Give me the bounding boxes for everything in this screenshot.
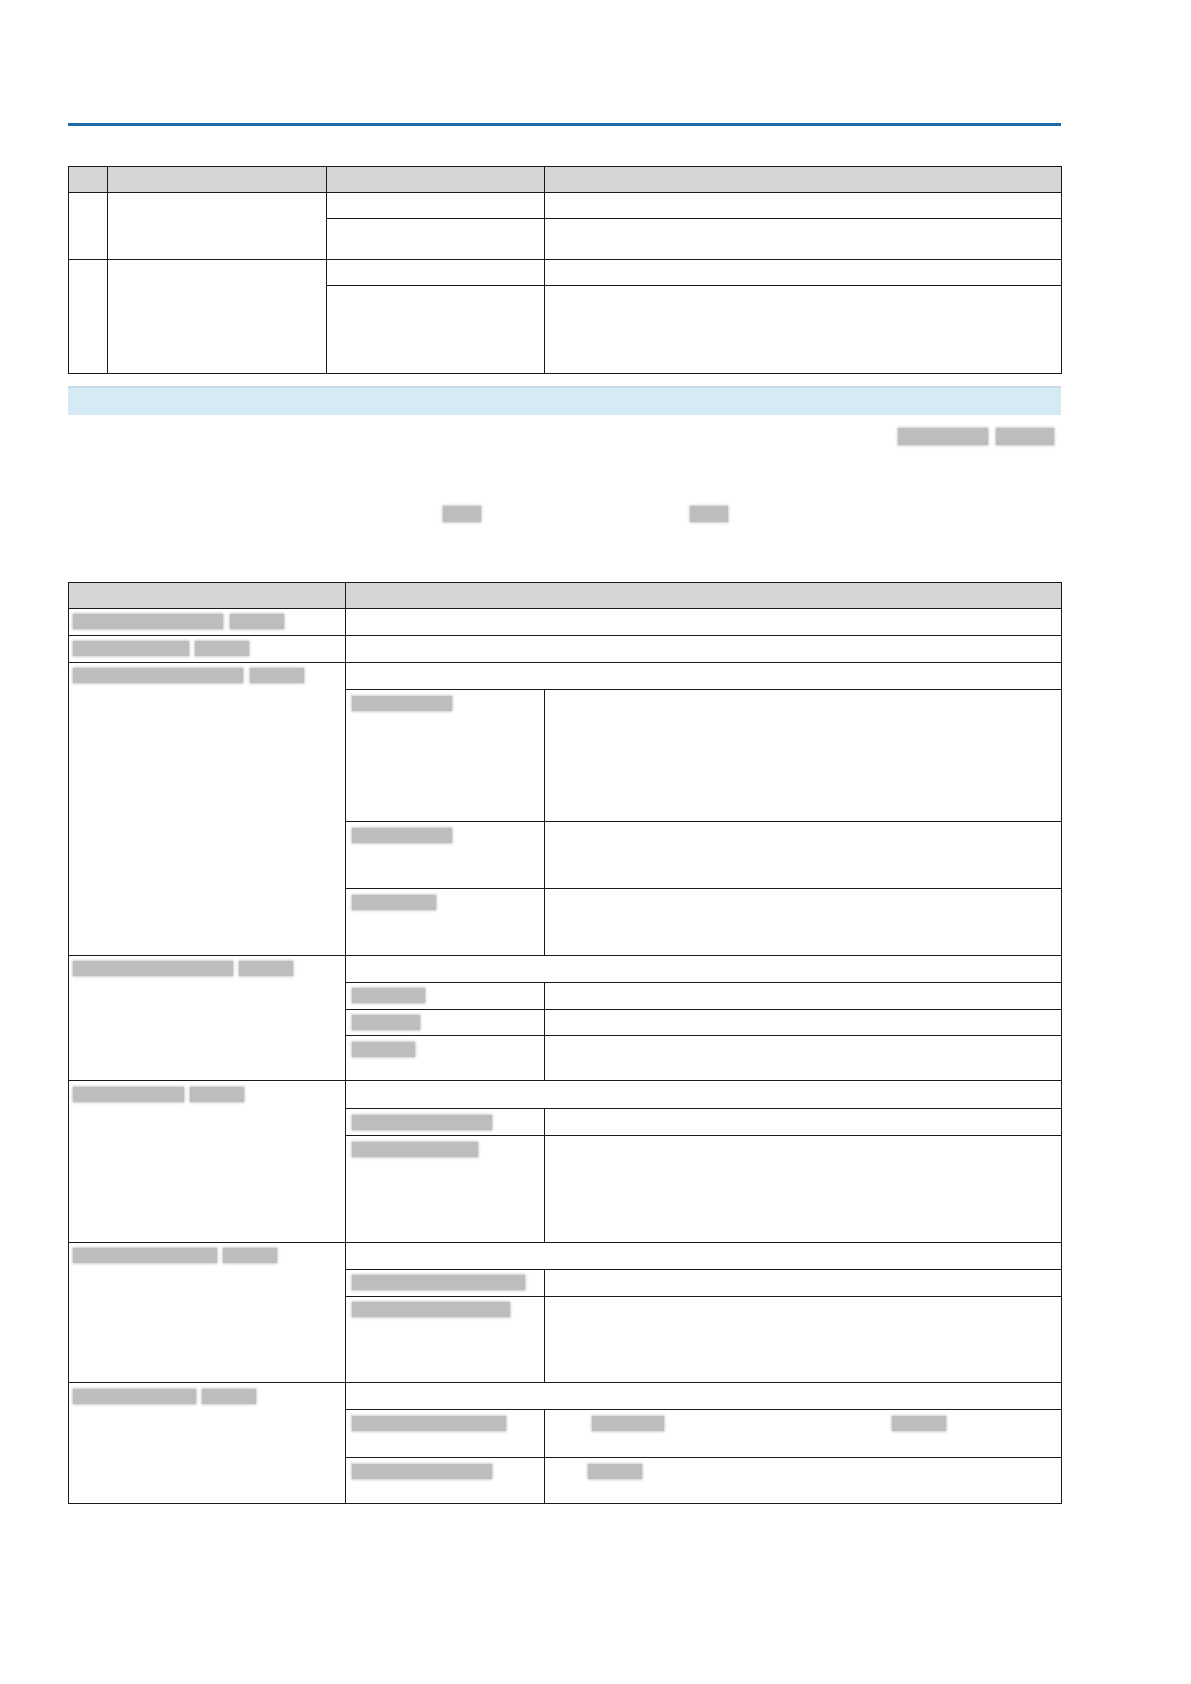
redacted-option-name — [352, 1042, 415, 1057]
redacted-reference — [898, 428, 988, 445]
redacted-parameter-name — [73, 1389, 196, 1404]
redacted-option-name — [352, 1142, 478, 1157]
redacted-option-name — [352, 988, 425, 1003]
redacted-parameter-code — [223, 1248, 277, 1263]
redacted-parameter-code — [239, 961, 293, 976]
redacted-inline-term — [443, 506, 481, 522]
redacted-option-name — [352, 696, 452, 711]
top-table-header — [68, 166, 1061, 192]
redacted-parameter-code — [250, 668, 304, 683]
header-rule — [68, 123, 1061, 126]
redacted-parameter-code — [202, 1389, 256, 1404]
redacted-parameter-name — [73, 1248, 217, 1263]
redacted-inline-term — [892, 1416, 946, 1431]
redacted-option-name — [352, 1416, 506, 1431]
redacted-parameter-code — [195, 641, 249, 656]
redacted-option-name — [352, 1275, 525, 1290]
redacted-option-name — [352, 1302, 510, 1317]
redacted-parameter-name — [73, 641, 189, 656]
redacted-parameter-name — [73, 961, 233, 976]
redacted-inline-term — [588, 1464, 642, 1479]
redacted-option-name — [352, 1115, 492, 1130]
redacted-parameter-code — [230, 614, 284, 629]
redacted-parameter-name — [73, 1087, 184, 1102]
redacted-option-name — [352, 895, 436, 910]
redacted-option-name — [352, 1015, 420, 1030]
redacted-parameter-code — [190, 1087, 244, 1102]
redacted-inline-term — [690, 506, 728, 522]
redacted-reference — [996, 428, 1054, 445]
redacted-parameter-name — [73, 668, 243, 683]
redacted-option-name — [352, 1464, 492, 1479]
redacted-option-name — [352, 828, 452, 843]
redacted-parameter-name — [73, 614, 223, 629]
redacted-inline-term — [592, 1416, 664, 1431]
section-heading-band — [68, 388, 1061, 415]
parameter-table-header — [68, 582, 1061, 608]
